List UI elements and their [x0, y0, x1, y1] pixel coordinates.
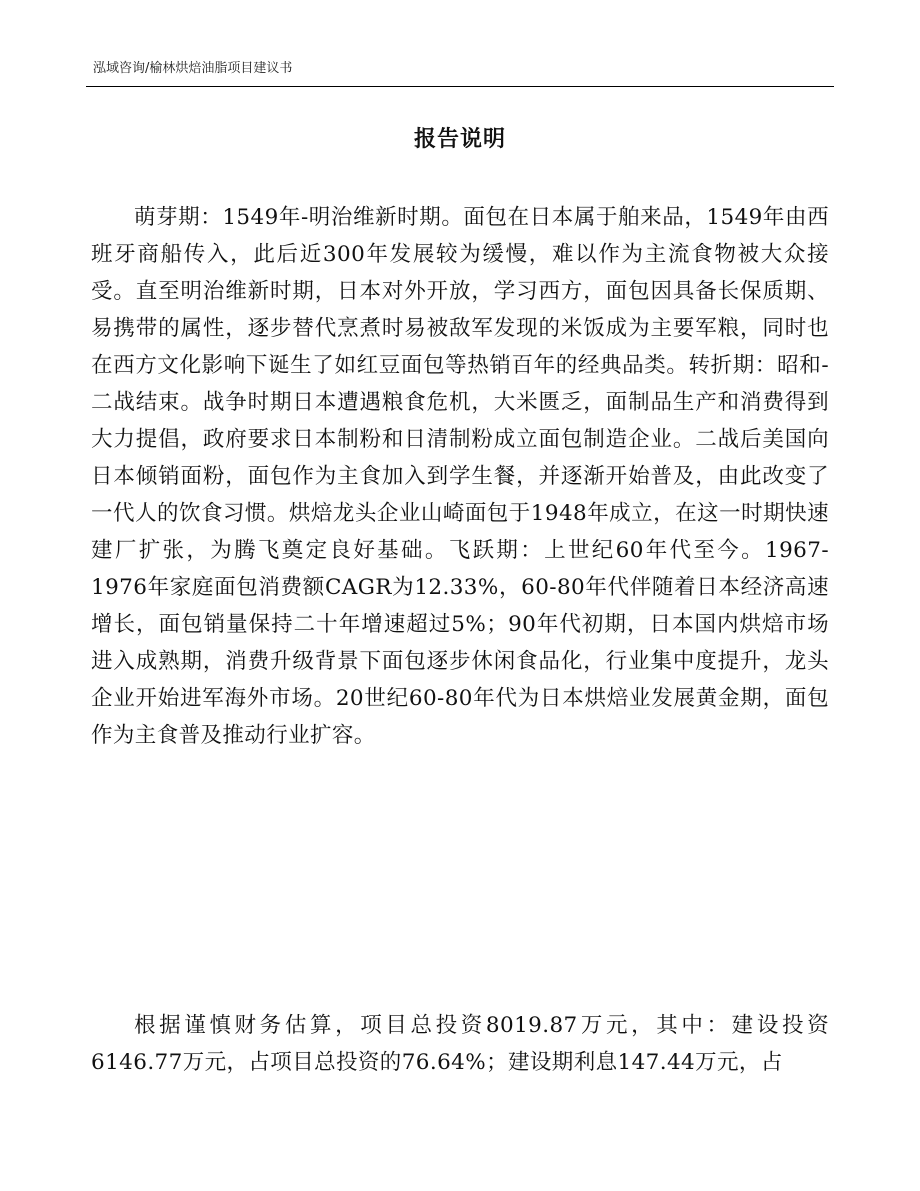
- body-paragraph: 根据谨慎财务估算，项目总投资8019.87万元，其中：建设投资6146.77万元，占项目总投资的76.64%；建设期利息147.44万元，占: [91, 1012, 829, 1075]
- page-title: 报告说明: [413, 127, 506, 152]
- running-header: 泓域咨询/榆林烘焙油脂项目建议书: [93, 61, 293, 76]
- body-paragraph: 萌芽期：1549年-明治维新时期。面包在日本属于舶来品，1549年由西班牙商船传入，此后近300年发展较为缓慢，难以作为主流食物被大众接受。直至明治维新时期，日本对外开放，学习西方，面包因具备长保质期、易携带的属性，逐步替代烹煮时易被敌军发现的米饭成为主要军粮，同时也在西方文化影响下诞生了如红豆面包等热销百年的经典品类。转折期：昭和-二战结束。战争时期日本遭遇粮食危机，大米匮乏，面制品生产和消费得到大力提倡，政府要求日本制粉和日清制粉成立面包制造企业。二战后美国向日本倾销面粉，面包作为主食加入到学生餐，并逐渐开始普及，由此改变了一代人的饮食习惯。烘焙龙头企业山崎面包于1948年成立，在这一时期快速建厂扩张，为腾飞奠定良好基础。飞跃期：上世纪60年代至今。1967-1976年家庭面包消费额CAGR为12.33%，60-80年代伴随着日本经济高速增长，面包销量保持二十年增速超过5%；90年代初期，日本国内烘焙市场进入成熟期，消费升级背景下面包逐步休闲食品化，行业集中度提升，龙头企业开始进军海外市场。20世纪60-80年代为日本烘焙业发展黄金期，面包作为主食普及推动行业扩容。: [91, 204, 829, 748]
- header-divider: [86, 86, 834, 87]
